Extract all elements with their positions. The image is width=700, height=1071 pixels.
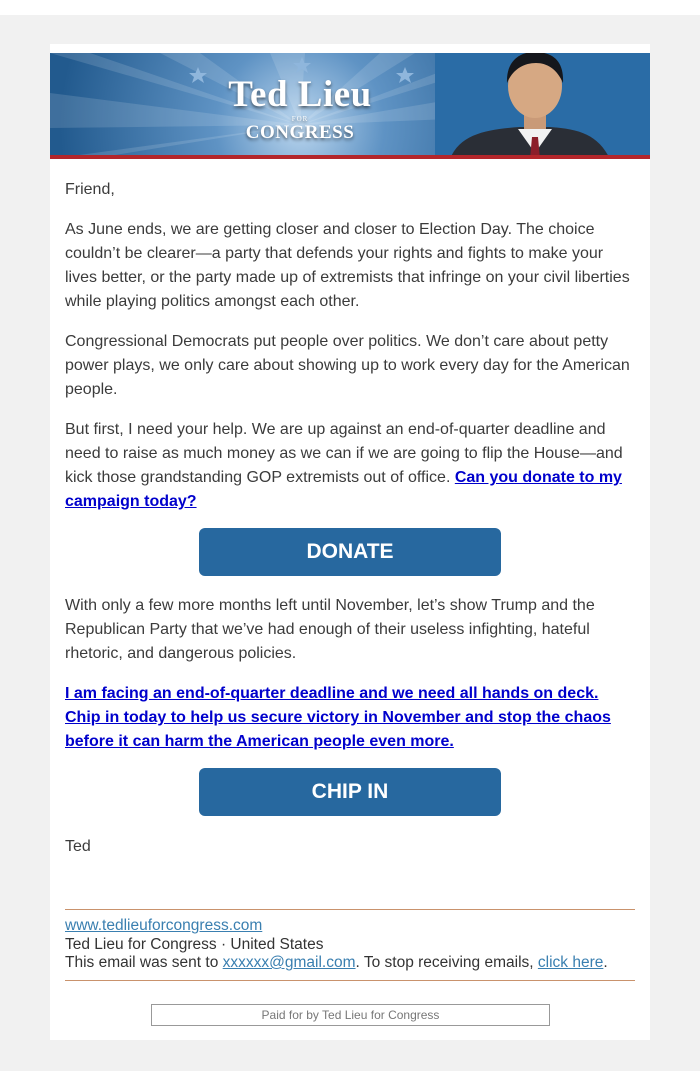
email-card	[50, 44, 650, 1040]
greeting: Friend,	[65, 181, 115, 198]
paid-for-disclaimer: Paid for by Ted Lieu for Congress	[151, 1004, 550, 1026]
sent-middle: . To stop receiving emails,	[355, 954, 538, 971]
paragraph-2: Congressional Democrats put people over politics. We don’t care about petty power plays, we only care about showing up to work every day for the American people.	[65, 333, 630, 398]
website-link[interactable]: www.tedlieuforcongress.com	[65, 917, 263, 934]
footer-divider-top	[65, 909, 635, 910]
chip-in-text-link	[65, 682, 635, 754]
chip-in-link[interactable]: I am facing an end-of-quarter deadline and we need all hands on deck. Chip in today to help us secure victory in November and stop the chaos before it can harm the American people even more.	[65, 685, 611, 750]
chip-in-button[interactable]: CHIP IN	[199, 768, 501, 816]
paragraph-3-text: But first, I need your help. We are up against an end-of-quarter deadline and need to raise as much money as we can if we are going to flip the House—and kick those grandstanding GOP extremists out of office.	[65, 421, 623, 486]
sent-suffix: .	[603, 954, 608, 971]
signoff: Ted	[65, 838, 91, 855]
donate-button[interactable]: DONATE	[199, 528, 501, 576]
header-banner	[50, 53, 650, 159]
footer-divider-bottom	[65, 980, 635, 981]
sent-line	[65, 954, 635, 973]
footer	[65, 917, 635, 973]
org-line: Ted Lieu for Congress · United States	[65, 935, 324, 953]
banner-congress: CONGRESS	[245, 122, 355, 143]
paragraph-4: With only a few more months left until November, let’s show Trump and the Republican Party that we’ve had enough of their useless infighting, hateful rhetoric, and dangerous policies.	[65, 597, 595, 662]
email-link[interactable]: xxxxxx@gmail.com	[222, 954, 356, 971]
paragraph-3	[65, 418, 635, 514]
sent-prefix: This email was sent to	[65, 954, 223, 971]
unsubscribe-link[interactable]: click here	[537, 954, 604, 971]
banner-for: FOR	[291, 115, 309, 123]
top-bar	[0, 0, 700, 15]
banner-red-stripe	[50, 155, 650, 159]
banner-name: Ted Lieu	[228, 74, 372, 115]
donate-text-link[interactable]: Can you donate to my campaign today?	[65, 469, 622, 510]
paragraph-1: As June ends, we are getting closer and closer to Election Day. The choice couldn’t be clearer—a party that defends your rights and fights to make your lives better, or the party made up of extremists that infringe on your civil liberties while playing politics amongst each other.	[65, 221, 630, 310]
